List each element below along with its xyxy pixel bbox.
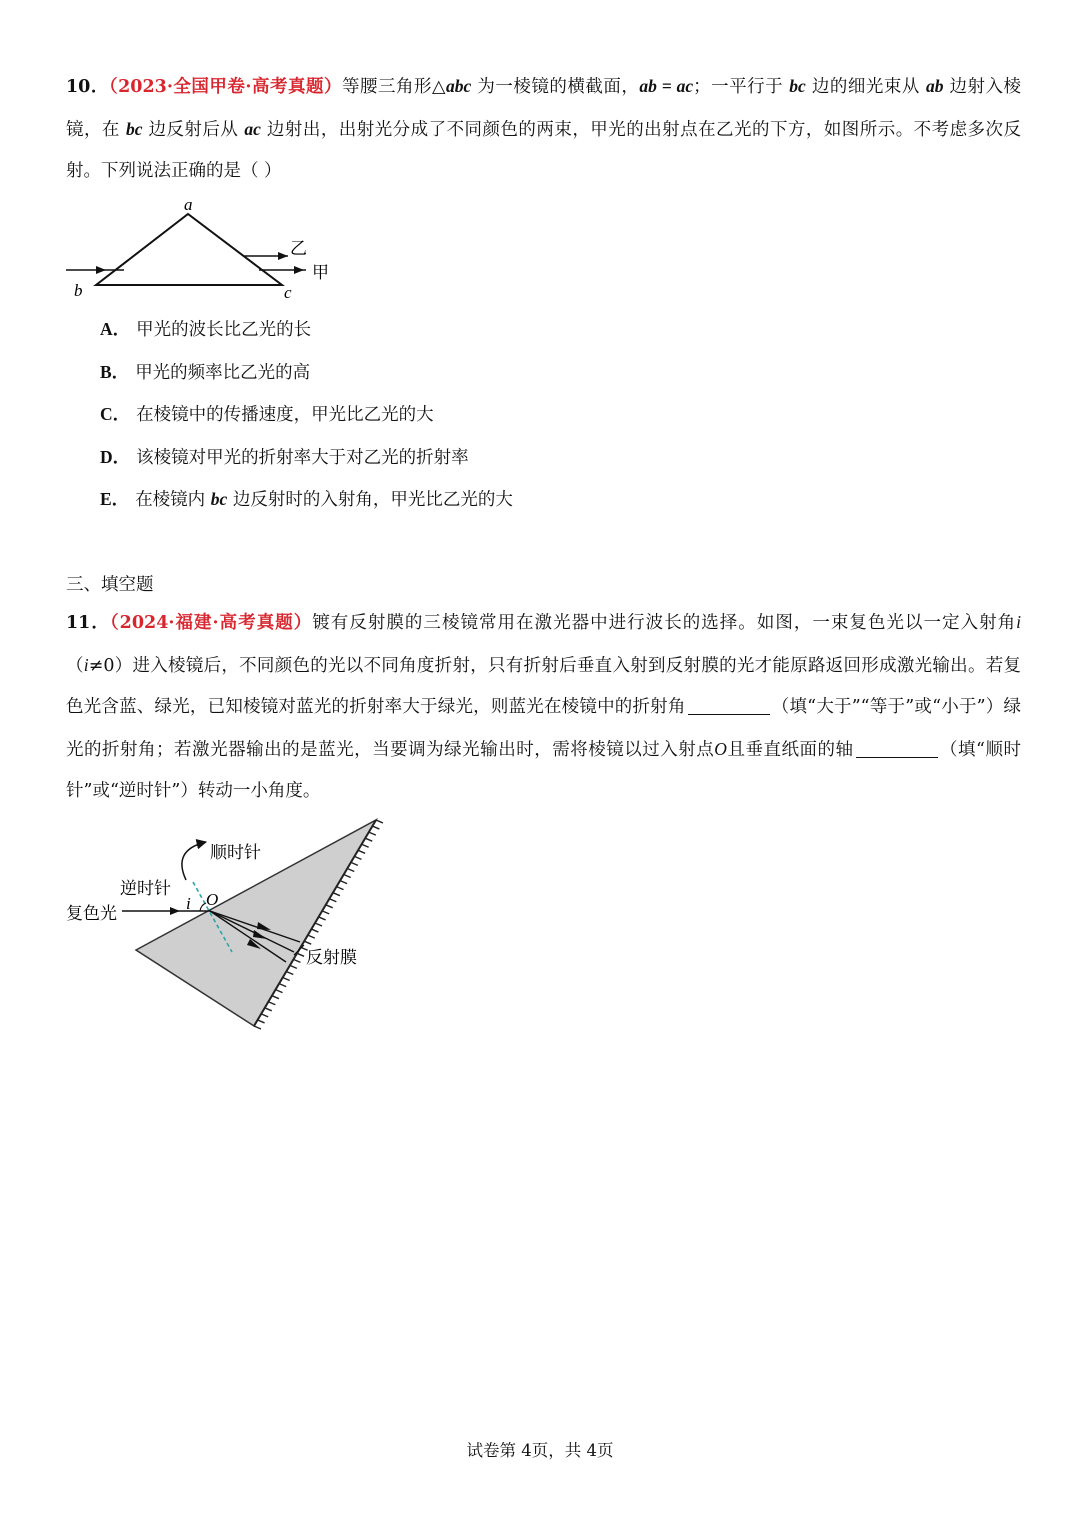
math-var: ac: [676, 76, 694, 96]
text-segment: 且垂直纸面的轴: [726, 739, 854, 760]
question-10-text: [66, 66, 1021, 193]
math-var: i: [83, 654, 89, 675]
option-e[interactable]: [100, 478, 1000, 521]
hatch-mark: [297, 953, 304, 956]
text-segment: 等腰三角形△: [342, 77, 447, 97]
hatch-mark: [333, 893, 340, 896]
answer-blank-1[interactable]: [688, 694, 770, 715]
hatch-mark: [340, 881, 347, 884]
text-segment: 镀有反射膜的三棱镜常用在激光器中进行波长的选择。如图，一束复色光以一定入射角: [312, 613, 1017, 633]
option-label: E．: [100, 489, 130, 509]
hatch-mark: [290, 965, 297, 968]
question-number: 11．: [66, 613, 110, 633]
question-source: （2023·全国甲卷·高考真题）: [108, 77, 343, 97]
math-var: i: [1016, 612, 1022, 632]
hatch-mark: [351, 862, 358, 865]
text-segment: 边反射后从: [142, 119, 245, 140]
hatch-mark: [276, 990, 283, 993]
option-b[interactable]: [100, 351, 1000, 394]
rotation-arrow-icon: [182, 842, 206, 880]
label-counterclockwise: 逆时针: [120, 879, 171, 899]
hatch-mark: [311, 929, 318, 932]
math-var: O: [714, 738, 727, 759]
hatch-mark: [258, 1020, 265, 1023]
label-composite-light: 复色光: [66, 904, 117, 924]
text-segment: （填“大于”“等于”或“小于”）绿光的折射角；若激光器输出的是蓝光，当要调为绿光输出时，需将棱镜以过入射点: [66, 697, 1021, 760]
hatch-mark: [293, 959, 300, 962]
hatch-mark: [344, 875, 351, 878]
hatch-mark: [272, 996, 279, 999]
text-segment: ≠0）进入棱镜后，不同颜色的光以不同角度折射，只有折射后垂直入射到反射膜的光才能原路返回形成激光输出。若复色光含蓝、绿光，已知棱镜对蓝光的折射率大于绿光，则蓝光在棱镜中的折射角: [66, 655, 1022, 717]
hatch-mark: [358, 850, 365, 853]
hatch-mark: [376, 820, 383, 823]
hatch-mark: [304, 941, 311, 944]
label-reflective-film: 反射膜: [306, 948, 357, 968]
text-segment: （: [66, 655, 84, 676]
hatch-mark: [319, 917, 326, 920]
label-b: b: [74, 281, 83, 300]
math-var: bc: [125, 118, 143, 139]
option-label: D．: [100, 446, 131, 467]
hatch-mark: [315, 923, 322, 926]
question-source: （2024·福建·高考真题）: [109, 613, 313, 633]
math-var: abc: [446, 76, 472, 96]
incident-arrow-icon: [170, 907, 180, 915]
ray-yi-arrow-icon: [278, 252, 288, 260]
label-O: O: [206, 890, 219, 909]
label-c: c: [284, 283, 292, 302]
label-yi: 乙: [290, 239, 307, 259]
hatch-mark: [286, 971, 293, 974]
prism-figure-q10: [60, 192, 350, 302]
option-text: 在棱镜内: [135, 490, 211, 510]
ray-jia-arrow-icon: [294, 266, 304, 274]
hatch-mark: [354, 856, 361, 859]
math-var: bc: [789, 76, 806, 96]
question-11-text: [66, 602, 1021, 813]
hatch-mark: [362, 844, 369, 847]
hatch-mark: [254, 1026, 261, 1029]
option-label: C．: [100, 404, 131, 424]
math-var: ab: [925, 76, 944, 96]
option-text: 甲光的频率比乙光的高: [135, 362, 311, 383]
math-var: ab: [639, 76, 657, 96]
hatch-mark: [265, 1008, 272, 1011]
text-segment: 边的细光束从: [805, 77, 926, 97]
option-a[interactable]: [100, 308, 1000, 351]
hatch-mark: [329, 899, 336, 902]
text-segment: 为一棱镜的横截面，: [477, 77, 640, 97]
label-jia: 甲: [312, 263, 329, 283]
hatch-mark: [372, 826, 379, 829]
hatch-mark: [261, 1014, 268, 1017]
math-var: ac: [244, 118, 261, 139]
text-segment: ；一平行于: [693, 77, 790, 97]
hatch-mark: [337, 887, 344, 890]
text-segment: （填“顺时针”或“逆时针”）转动一小角度。: [66, 739, 1022, 801]
question-number: 10．: [66, 77, 109, 97]
option-c[interactable]: [100, 393, 1000, 436]
hatch-mark: [326, 905, 333, 908]
option-label: B．: [100, 361, 130, 382]
text-segment: 边射入棱镜，在: [66, 77, 1022, 140]
option-text: 在棱镜中的传播速度，甲光比乙光的大: [136, 405, 434, 425]
option-label: A．: [100, 319, 131, 339]
hatch-mark: [369, 832, 376, 835]
option-d[interactable]: [100, 436, 1000, 479]
hatch-mark: [347, 868, 354, 871]
page-footer: 试卷第 4页，共 4页: [466, 1441, 614, 1460]
triangle-abc: [96, 214, 282, 285]
label-i: i: [186, 894, 191, 913]
incident-arrow-icon: [96, 266, 106, 274]
answer-blank-2[interactable]: [856, 737, 938, 758]
hatch-mark: [268, 1002, 275, 1005]
math-var: bc: [210, 489, 228, 509]
options-list: [100, 308, 1000, 521]
hatch-mark: [322, 911, 329, 914]
hatch-mark: [279, 984, 286, 987]
section-title: 三、填空题: [66, 575, 154, 595]
label-a: a: [184, 195, 193, 214]
prism-figure-q11: [60, 812, 400, 1042]
math-var: =: [656, 76, 677, 96]
text-segment: 边射出，出射光分成了不同颜色的两束，甲光的出射点在乙光的下方，如图所示。不考虑多次反射。下列说法正确的是（ ）: [66, 119, 1021, 181]
option-text: 边反射时的入射角，甲光比乙光的大: [227, 490, 513, 510]
option-text: 该棱镜对甲光的折射率大于对乙光的折射率: [136, 447, 469, 468]
hatch-mark: [283, 978, 290, 981]
hatch-mark: [365, 838, 372, 841]
label-clockwise: 顺时针: [210, 843, 261, 863]
option-text: 甲光的波长比乙光的长: [136, 320, 312, 340]
hatch-mark: [308, 935, 315, 938]
